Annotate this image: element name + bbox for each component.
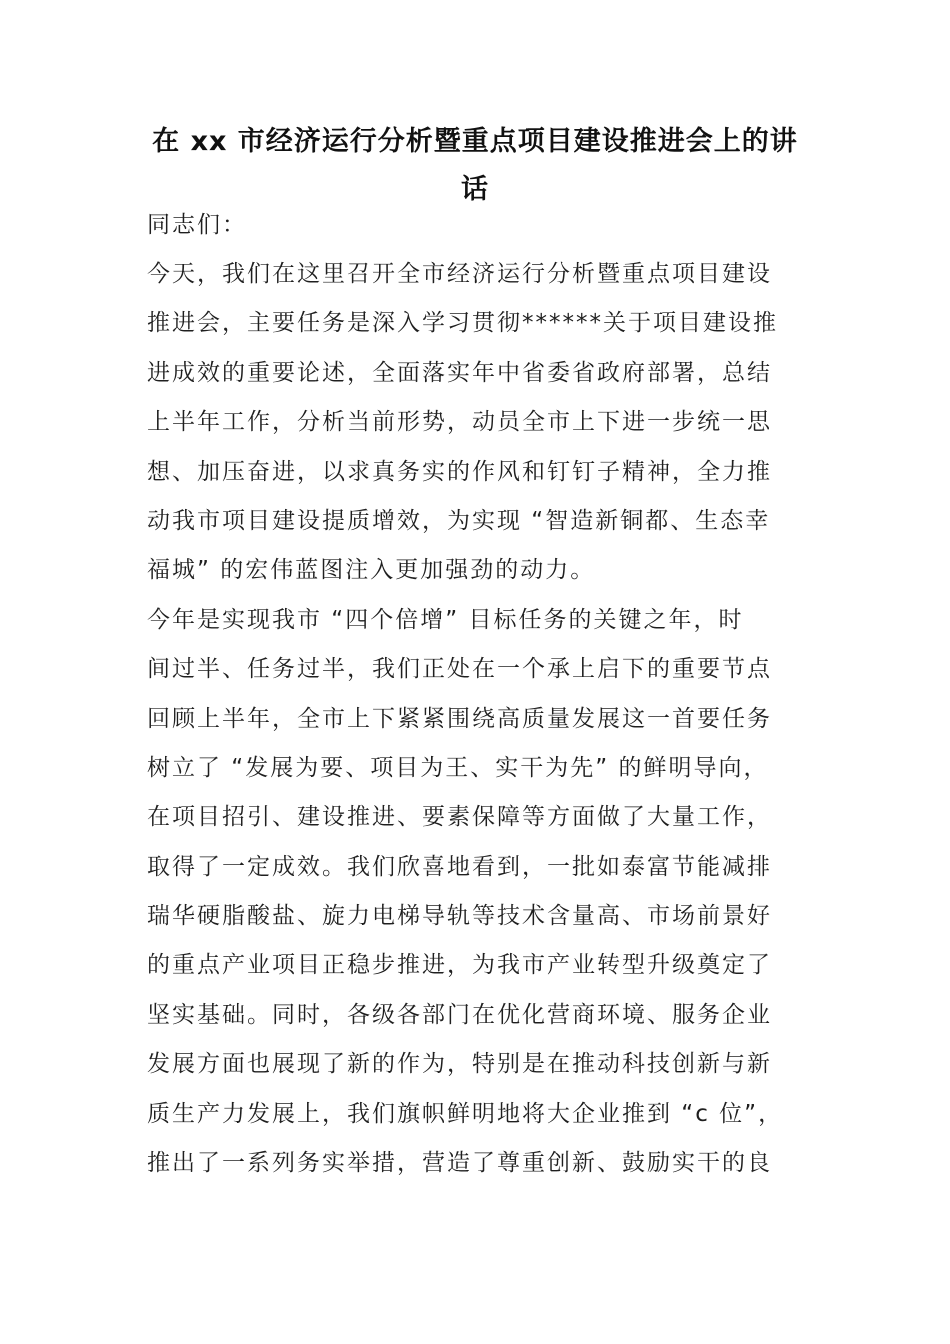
title-line-2: 话 <box>461 174 489 205</box>
body-line: 质生产力发展上，我们旗帜鲜明地将大企业推到 “c 位”， <box>147 1100 784 1127</box>
body-line: 福城” 的宏伟蓝图注入更加强劲的动力。 <box>147 557 596 584</box>
body-line: 坚实基础。同时，各级各部门在优化营商环境、服务企业 <box>147 1001 772 1028</box>
body-line: 今年是实现我市 “四个倍增” 目标任务的关键之年，时 <box>147 606 744 633</box>
body-line: 推出了一系列务实举措，营造了尊重创新、鼓励实干的良 <box>147 1150 772 1177</box>
body-line: 动我市项目建设提质增效，为实现 “智造新铜都、生态幸 <box>147 507 771 534</box>
body-line: 回顾上半年，全市上下紧紧围绕高质量发展这一首要任务 <box>147 705 772 732</box>
body-line: 树立了 “发展为要、项目为王、实干为先” 的鲜明导向， <box>147 754 769 781</box>
body-line: 发展方面也展现了新的作为，特别是在推动科技创新与新 <box>147 1051 772 1078</box>
body-line: 进成效的重要论述，全面落实年中省委省政府部署，总结 <box>147 359 772 386</box>
document-body <box>147 212 827 1188</box>
body-line: 想、加压奋进，以求真务实的作风和钉钉子精神，全力推 <box>147 458 772 485</box>
body-line: 的重点产业项目正稳步推进，为我市产业转型升级奠定了 <box>147 952 772 979</box>
body-line: 取得了一定成效。我们欣喜地看到，一批如泰富节能减排 <box>147 853 772 880</box>
title-line-1: 在 xx 市经济运行分析暨重点项目建设推进会上的讲 <box>152 126 798 157</box>
body-line: 推进会，主要任务是深入学习贯彻******关于项目建设推 <box>147 310 778 337</box>
body-line: 上半年工作，分析当前形势，动员全市上下进一步统一思 <box>147 409 772 436</box>
body-line: 瑞华硬脂酸盐、旋力电梯导轨等技术含量高、市场前景好 <box>147 903 772 930</box>
salutation: 同志们： <box>147 212 247 238</box>
body-line: 今天，我们在这里召开全市经济运行分析暨重点项目建设 <box>147 261 772 287</box>
body-line: 在项目招引、建设推进、要素保障等方面做了大量工作， <box>147 804 772 831</box>
body-line: 间过半、任务过半，我们正处在一个承上启下的重要节点 <box>147 656 772 683</box>
